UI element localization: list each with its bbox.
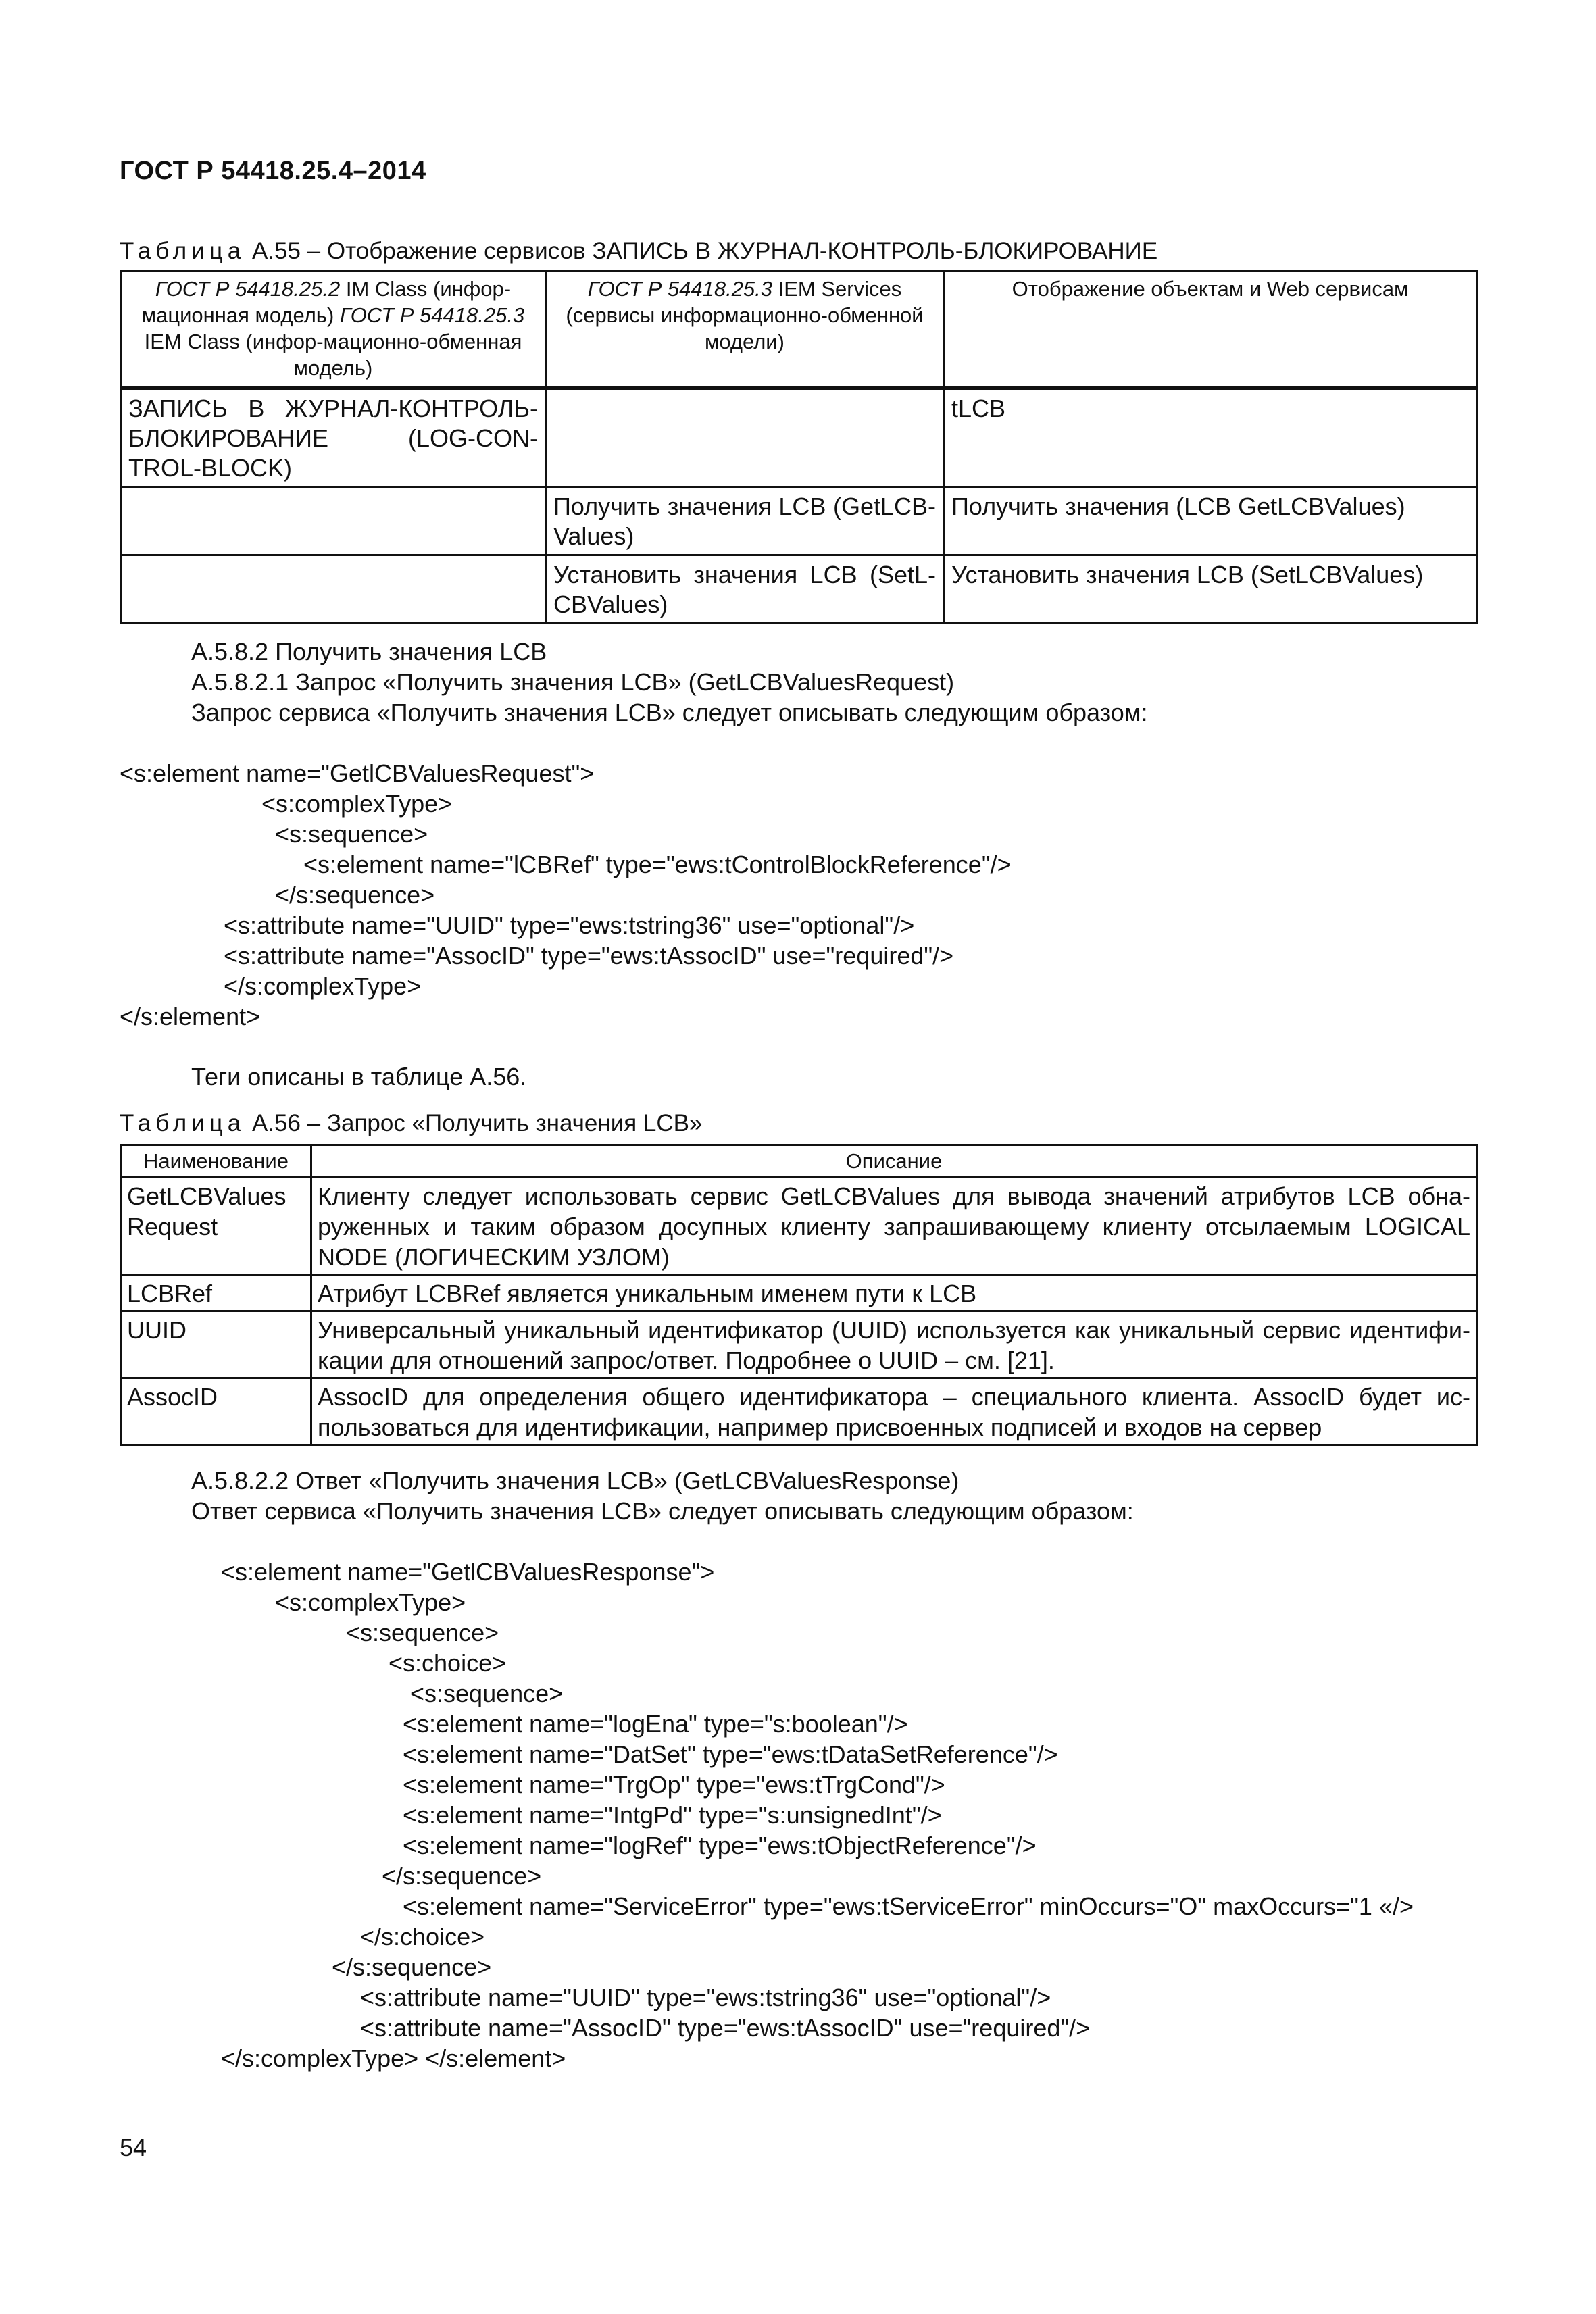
- paragraph: Запрос сервиса «Получить значения LCB» следует описывать следующим образом:: [191, 699, 1148, 726]
- table-cell: Установить значения LCB (SetL-CBValues): [546, 555, 944, 624]
- code-line: </s:sequence>: [275, 881, 435, 909]
- table-cell: AssocID: [121, 1378, 311, 1445]
- code-line: <s:complexType>: [261, 790, 453, 818]
- header-text: IEM Class (инфор-мационно-обменная модель): [144, 330, 522, 380]
- paragraph: Теги описаны в таблице А.56.: [191, 1063, 527, 1090]
- table-cell: LCBRef: [121, 1275, 311, 1311]
- table-a56-caption: [120, 1110, 702, 1137]
- header-text: IEM Services (сервисы информационно-обменной модели): [566, 277, 924, 353]
- standard-ref: ГОСТ Р 54418.25.3: [339, 303, 525, 327]
- code-line: </s:choice>: [360, 1923, 485, 1951]
- code-line: <s:sequence>: [275, 820, 428, 848]
- code-line: <s:attribute name="AssocID" type="ews:tAssocID" use="required"/>: [224, 942, 954, 970]
- code-line: <s:element name="GetlCBValuesResponse">: [221, 1558, 715, 1586]
- subsection-heading: А.5.8.2.2 Ответ «Получить значения LCB» (GetLCBValuesResponse): [191, 1467, 959, 1494]
- table-a55: [120, 270, 1478, 624]
- code-line: <s:element name="ServiceError" type="ews:tServiceError" minOccurs="O" maxOccurs="1 «/>: [403, 1892, 1414, 1920]
- table-cell: tLCB: [944, 388, 1477, 487]
- table-header-row: [121, 1145, 1477, 1178]
- table-header-cell: Отображение объектам и Web сервисам: [944, 271, 1477, 388]
- table-cell: GetLCBValues Request: [121, 1178, 311, 1275]
- code-line: <s:sequence>: [410, 1680, 564, 1707]
- table-row: [121, 1275, 1477, 1311]
- code-line: <s:complexType>: [275, 1588, 466, 1616]
- table-cell: [121, 487, 546, 555]
- page-number: 54: [120, 2134, 147, 2161]
- code-line: <s:element name="DatSet" type="ews:tDataSetReference"/>: [403, 1740, 1058, 1768]
- standard-ref: ГОСТ Р 54418.25.3: [587, 277, 773, 301]
- table-cell: ЗАПИСЬ В ЖУРНАЛ-КОНТРОЛЬ-БЛОКИРОВАНИЕ (LOG-CON-TROL-BLOCK): [121, 388, 546, 487]
- code-line: <s:element name="lCBRef" type="ews:tControlBlockReference"/>: [303, 851, 1012, 878]
- code-line: <s:element name="logEna" type="s:boolean"/>: [403, 1710, 908, 1738]
- header-text: IM Class (инфор-мационная модель): [141, 277, 512, 327]
- subsection-heading: А.5.8.2.1 Запрос «Получить значения LCB» (GetLCBValuesRequest): [191, 668, 955, 696]
- table-cell: Атрибут LCBRef является уникальным именем пути к LCB: [311, 1275, 1477, 1311]
- table-cell: Клиенту следует использовать сервис GetLCBValues для вывода значений атрибутов LCB обна-руженных и таким образом досупных клиенту запрашивающему клиенту отсылаемым LOGICAL NODE (ЛОГИЧЕСКИМ УЗЛОМ): [311, 1178, 1477, 1275]
- table-header-cell: [546, 271, 944, 388]
- code-line: <s:choice>: [389, 1649, 507, 1677]
- table-cell: Получить значения (LCB GetLCBValues): [944, 487, 1477, 555]
- table-caption-text: А.55 – Отображение сервисов ЗАПИСЬ В ЖУРНАЛ-КОНТРОЛЬ-БЛОКИРОВАНИЕ: [245, 238, 1158, 264]
- code-line: <s:sequence>: [346, 1619, 499, 1646]
- code-line: <s:attribute name="AssocID" type="ews:tAssocID" use="required"/>: [360, 2014, 1091, 2042]
- code-line: <s:element name="IntgPd" type="s:unsignedInt"/>: [403, 1801, 942, 1829]
- code-line: <s:attribute name="UUID" type="ews:tstring36" use="optional"/>: [360, 1984, 1051, 2011]
- table-row: [121, 555, 1477, 624]
- table-caption-prefix: Таблица: [120, 1110, 246, 1136]
- code-line: </s:complexType> </s:element>: [221, 2044, 566, 2072]
- table-header-cell: [121, 271, 546, 388]
- code-line: <s:element name="TrgOp" type="ews:tTrgCond"/>: [403, 1771, 945, 1799]
- table-row: [121, 487, 1477, 555]
- section-heading: А.5.8.2 Получить значения LCB: [191, 638, 547, 665]
- table-cell: Установить значения LCB (SetLCBValues): [944, 555, 1477, 624]
- code-line: </s:complexType>: [224, 972, 422, 1000]
- table-row: [121, 1378, 1477, 1445]
- table-caption-text: А.56 – Запрос «Получить значения LCB»: [245, 1110, 703, 1136]
- code-line: </s:sequence>: [332, 1953, 492, 1981]
- table-cell: [546, 388, 944, 487]
- table-cell: Получить значения LCB (GetLCB-Values): [546, 487, 944, 555]
- table-row: [121, 388, 1477, 487]
- table-header-cell: Описание: [311, 1145, 1477, 1178]
- table-cell: AssocID для определения общего идентификатора – специального клиента. AssocID будет ис-пользоваться для идентификации, например присвоенных подписей и входов на сервер: [311, 1378, 1477, 1445]
- table-cell: UUID: [121, 1311, 311, 1378]
- table-row: [121, 1178, 1477, 1275]
- table-caption-prefix: Таблица: [120, 238, 246, 264]
- table-a55-caption: [120, 238, 1157, 265]
- table-header-row: [121, 271, 1477, 388]
- document-id: ГОСТ Р 54418.25.4–2014: [120, 157, 426, 185]
- code-line: <s:element name="logRef" type="ews:tObjectReference"/>: [403, 1832, 1037, 1859]
- code-line: </s:sequence>: [382, 1862, 542, 1890]
- code-line: <s:attribute name="UUID" type="ews:tstring36" use="optional"/>: [224, 911, 915, 939]
- code-line: <s:element name="GetlCBValuesRequest">: [120, 759, 595, 787]
- table-row: [121, 1311, 1477, 1378]
- table-header-cell: Наименование: [121, 1145, 311, 1178]
- table-cell: Универсальный уникальный идентификатор (UUID) используется как уникальный сервис идентифи-кации для отношений запрос/ответ. Подробнее о UUID – см. [21].: [311, 1311, 1477, 1378]
- table-cell: [121, 555, 546, 624]
- paragraph: Ответ сервиса «Получить значения LCB» следует описывать следующим образом:: [191, 1497, 1134, 1525]
- standard-ref: ГОСТ Р 54418.25.2: [155, 277, 341, 301]
- code-line: </s:element>: [120, 1003, 261, 1030]
- table-a56: [120, 1144, 1478, 1446]
